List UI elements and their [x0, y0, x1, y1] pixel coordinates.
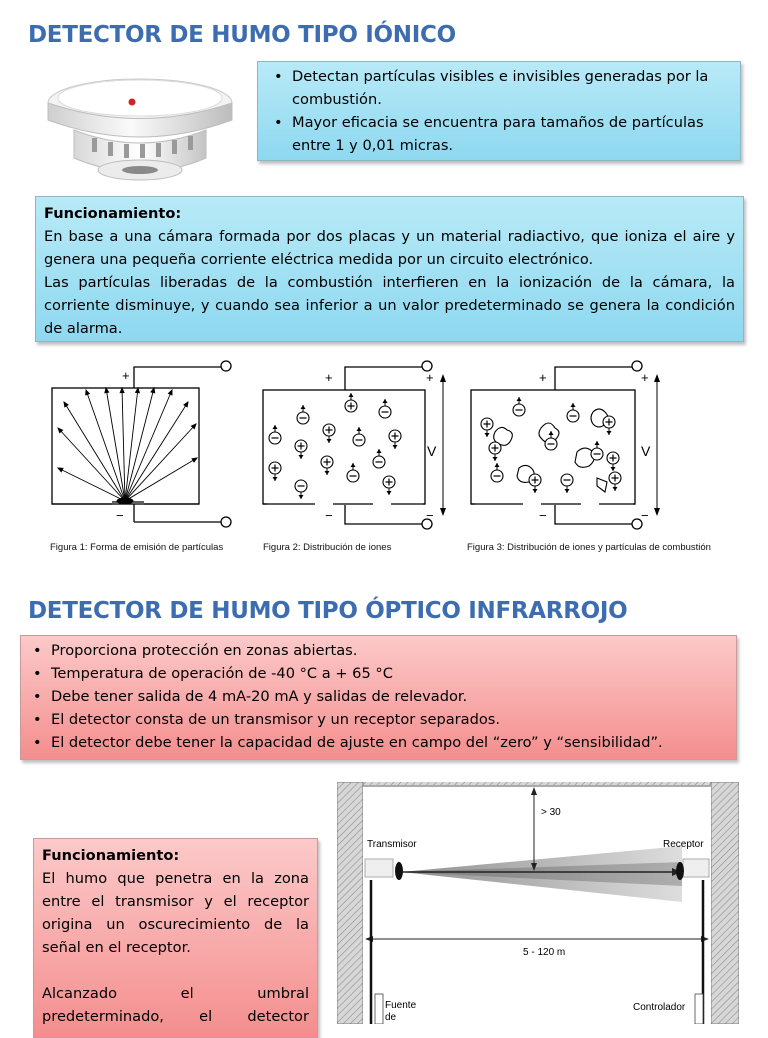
figure-3-diagram [465, 358, 675, 538]
transmitter-label: Transmisor [367, 839, 417, 850]
negative-ion [379, 399, 391, 418]
minus-sign: − [426, 508, 434, 523]
ionic-features-box [257, 61, 741, 161]
emission-ray [125, 458, 197, 501]
positive-ion [603, 416, 615, 435]
emission-ray [125, 388, 154, 501]
positive-ion [321, 456, 333, 475]
positive-ion [529, 474, 541, 493]
negative-ion [561, 474, 573, 493]
emission-arrowhead [136, 388, 140, 393]
positive-ion [383, 476, 395, 495]
emission-ray [125, 424, 196, 501]
minus-sign: − [641, 508, 649, 523]
emission-arrowhead [192, 458, 197, 462]
emission-arrowhead [86, 390, 90, 395]
negative-ion [373, 449, 385, 468]
negative-ion [591, 441, 603, 460]
optical-function-p2: Alcanzado el umbral predeterminado, el detector [42, 985, 309, 1025]
figure-2-caption: Figura 2: Distribución de iones [263, 542, 392, 553]
positive-ion [609, 472, 621, 491]
figure-1-caption: Figura 1: Forma de emisión de partículas [50, 542, 224, 553]
emission-ray [125, 390, 172, 501]
voltage-label: V [427, 443, 437, 459]
negative-ion [513, 397, 525, 416]
power-source-label-2: de [385, 1012, 397, 1023]
optical-feature-item: • Debe tener salida de 4 mA-20 mA y salidas de relevador. [27, 685, 730, 708]
plus-sign: + [641, 370, 649, 385]
emission-arrowhead [105, 388, 109, 393]
plus-sign: + [426, 370, 434, 385]
positive-ion [489, 442, 501, 461]
emission-arrowhead [64, 402, 68, 407]
controller-label: Controlador [633, 1002, 686, 1013]
positive-ion [481, 418, 493, 437]
optical-function-heading: Funcionamiento: [42, 847, 180, 864]
optical-title: DETECTOR DE HUMO TIPO ÓPTICO INFRARROJO [28, 598, 628, 624]
voltage-label: V [641, 443, 651, 459]
negative-ion [269, 425, 281, 444]
negative-ion [297, 405, 309, 424]
positive-ion [607, 452, 619, 471]
plus-sign: + [325, 370, 333, 385]
ionic-function-p1: En base a una cámara formada por dos placas y un material radiactivo, que ioniza el aire y genera una pequeña corriente eléctrica medida por un circuito electrónico. [44, 228, 735, 268]
optical-feature-item: • Temperatura de operación de -40 °C a + 65 °C [27, 662, 730, 685]
plus-sign: + [539, 370, 547, 385]
power-source-label: Fuente [385, 1000, 417, 1011]
negative-ion [347, 463, 359, 482]
optical-features-box [20, 635, 737, 760]
optical-beam-diagram [337, 782, 739, 1024]
ionic-function-p2: Las partículas liberadas de la combustión interfieren en la ionización de la cámara, la corriente disminuye, y cuando sea inferior a un valor predeterminado se genera la condición de alarma. [44, 274, 735, 337]
optical-feature-item: • Proporciona protección en zonas abiertas. [27, 639, 730, 662]
height-label: > 30 [541, 807, 561, 818]
negative-ion [567, 403, 579, 422]
ionic-title: DETECTOR DE HUMO TIPO IÓNICO [28, 22, 456, 48]
emission-arrowhead [120, 388, 124, 393]
positive-ion [269, 462, 281, 481]
optical-function-p1: El humo que penetra en la zona entre el transmisor y el receptor origina un oscurecimiento de la señal en el receptor. [42, 870, 309, 956]
emission-arrowhead [151, 388, 155, 393]
receiver-label: Receptor [663, 839, 704, 850]
ionic-feature-item: • Mayor eficacia se encuentra para tamaños de partículas entre 1 y 0,01 micras. [268, 111, 730, 157]
positive-ion [295, 440, 307, 459]
negative-ion [353, 427, 365, 446]
minus-sign: − [116, 508, 124, 523]
figure-2-diagram [255, 358, 465, 538]
optical-feature-item: • El detector consta de un transmisor y un receptor separados. [27, 708, 730, 731]
plus-sign: + [122, 368, 130, 383]
minus-sign: − [539, 508, 547, 523]
ionic-feature-item: • Detectan partículas visibles e invisibles generadas por la combustión. [268, 65, 730, 111]
positive-ion [323, 424, 335, 443]
optical-feature-item: • El detector debe tener la capacidad de ajuste en campo del “zero” y “sensibilidad”. [27, 731, 730, 754]
emission-arrowhead [58, 468, 63, 472]
combustion-particle [597, 478, 607, 492]
figure-1-diagram [40, 358, 250, 538]
positive-ion [345, 393, 357, 412]
ionic-function-box [35, 196, 744, 342]
negative-ion [491, 463, 503, 482]
smoke-detector-image [40, 58, 240, 188]
positive-ion [389, 430, 401, 449]
optical-function-box [33, 838, 318, 1038]
emission-arrowhead [184, 402, 188, 407]
distance-label: 5 - 120 m [523, 947, 566, 958]
figure-3-caption: Figura 3: Distribución de iones y partículas de combustión [467, 542, 711, 553]
ionic-function-heading: Funcionamiento: [44, 205, 182, 222]
negative-ion [295, 480, 307, 499]
emission-arrowhead [168, 390, 172, 395]
minus-sign: − [325, 508, 333, 523]
